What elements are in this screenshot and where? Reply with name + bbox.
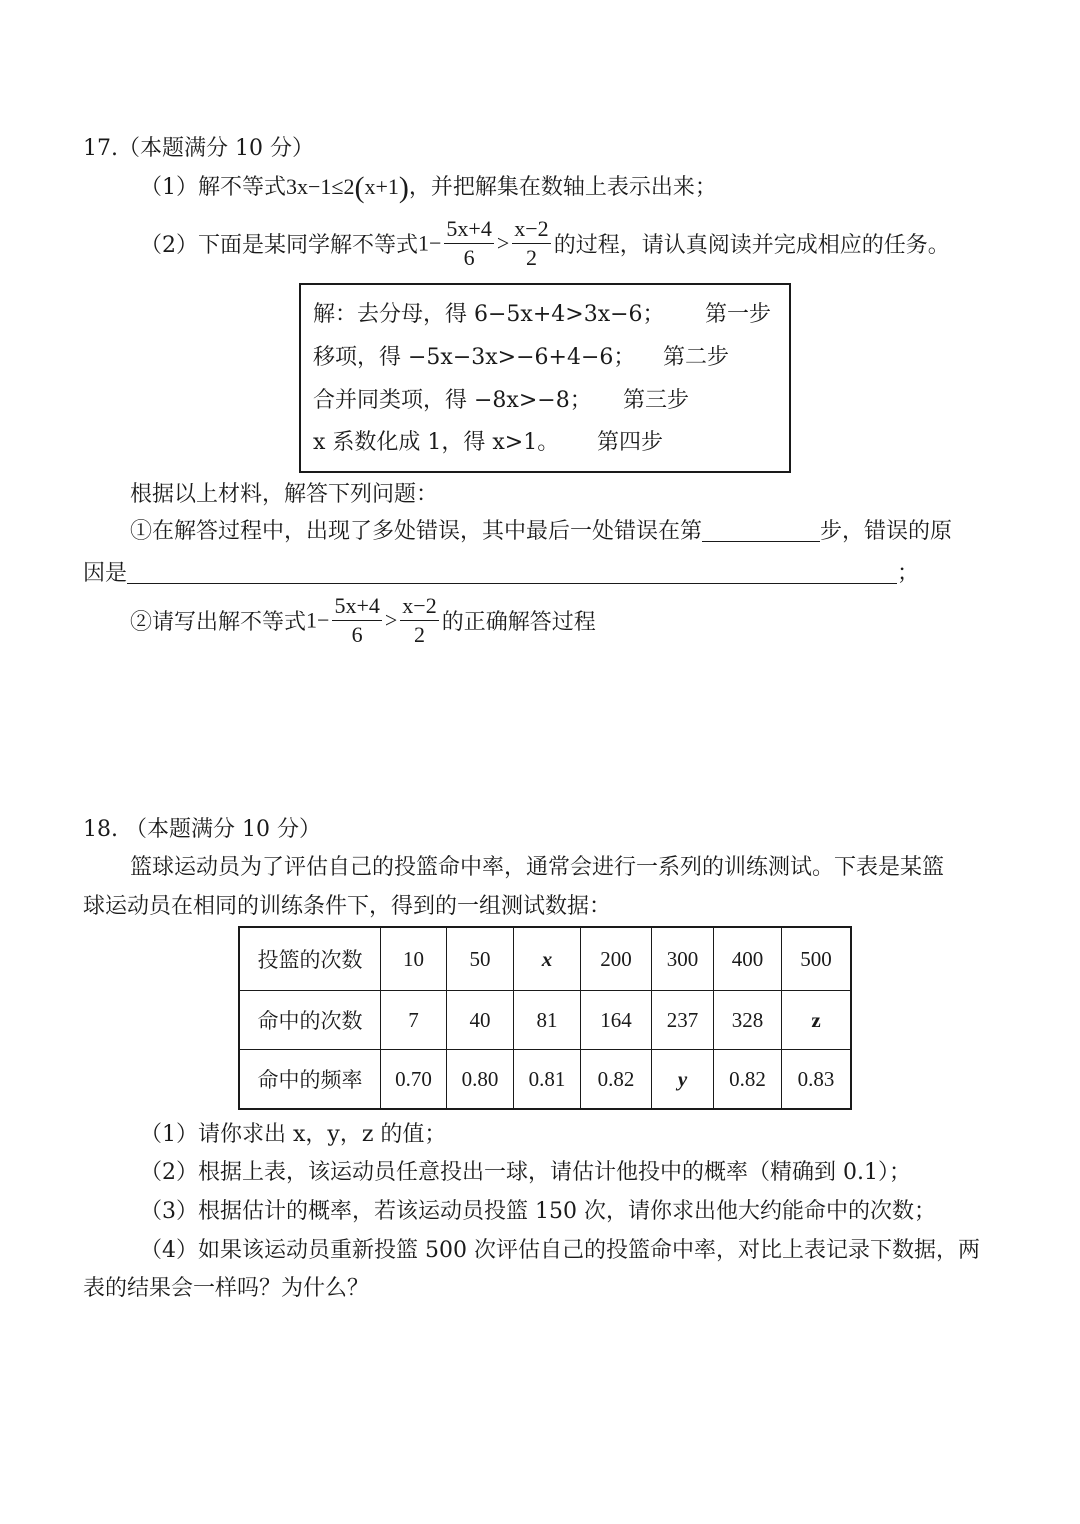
fraction-2-denominator: 2 — [512, 243, 550, 272]
q17-task2-prefix: ②请写出解不等式 — [130, 610, 307, 635]
q18-para-line1: 篮球运动员为了评估自己的投篮命中率，通常会进行一系列的训练测试。下表是某篮 — [130, 855, 945, 880]
answer-blank-step[interactable] — [702, 519, 820, 542]
table-cell: 0.82 — [581, 1050, 652, 1110]
table-cell: 328 — [714, 991, 782, 1050]
fraction-2 — [512, 215, 550, 272]
table-cell: 0.81 — [514, 1050, 581, 1110]
table-cell: 81 — [514, 991, 581, 1050]
table-cell: 164 — [581, 991, 652, 1050]
fraction-4 — [400, 592, 438, 649]
table-cell: 400 — [714, 927, 782, 991]
q17-part2-one: 1− — [418, 230, 442, 256]
row-label: 命中的次数 — [239, 991, 381, 1050]
fraction-2-numerator: x−2 — [514, 216, 549, 241]
table-cell: 300 — [652, 927, 714, 991]
q17-task1-text-c: 因是 — [83, 561, 128, 586]
q17-title: 17.（本题满分 10 分） — [83, 136, 314, 161]
fraction-4-denominator: 2 — [400, 620, 438, 649]
solution-step-2: 第二步 — [663, 345, 730, 370]
q17-part1-suffix: ，并把解集在数轴上表示出来； — [408, 175, 717, 200]
fraction-3 — [332, 592, 381, 649]
solution-line-2: 移项，得 −5x−3x>−6+4−6； — [313, 345, 636, 370]
table-cell: 200 — [581, 927, 652, 991]
solution-box — [299, 283, 791, 473]
q17-part2-prefix: （2）下面是某同学解不等式 — [140, 233, 418, 258]
solution-line-3: 合并同类项，得 −8x>−8； — [313, 388, 592, 413]
fraction-1 — [444, 215, 493, 272]
solution-line-4: x 系数化成 1，得 x>1。 — [313, 430, 560, 455]
table-cell: 0.82 — [714, 1050, 782, 1110]
q17-task2-suffix: 的正确解答过程 — [441, 610, 596, 635]
q17-task1-line2 — [83, 556, 919, 587]
q17-task1-text-b: 步，错误的原 — [820, 519, 953, 544]
q17-part2-suffix: 的过程，请认真阅读并完成相应的任务。 — [553, 233, 950, 258]
q17-task1-end: ； — [897, 561, 920, 586]
solution-line-1: 解：去分母，得 6−5x+4>3x−6； — [313, 302, 665, 327]
q17-part1-prefix: （1）解不等式 — [140, 175, 286, 200]
q18-question-3: （3）根据估计的概率，若该运动员投篮 150 次，请你求出他大约能命中的次数； — [140, 1199, 936, 1224]
fraction-4-numerator: x−2 — [402, 593, 437, 618]
table-cell: 500 — [782, 927, 852, 991]
table-cell: 237 — [652, 991, 714, 1050]
table-row — [239, 927, 851, 991]
q17-task2-one: 1− — [306, 607, 330, 633]
table-cell: 0.83 — [782, 1050, 852, 1110]
fraction-1-numerator: 5x+4 — [446, 216, 492, 241]
table-cell: 0.70 — [381, 1050, 447, 1110]
table-cell: 50 — [447, 927, 514, 991]
table-row — [239, 1050, 851, 1110]
greater-than: > — [384, 607, 398, 633]
data-table — [238, 926, 852, 1110]
row-label: 命中的频率 — [239, 1050, 381, 1110]
q17-part1-lhs: 3x−1≤2 — [286, 174, 355, 199]
answer-blank-reason[interactable] — [127, 561, 897, 584]
table-cell: 0.80 — [447, 1050, 514, 1110]
solution-step-4: 第四步 — [597, 430, 664, 455]
q18-para-line2: 球运动员在相同的训练条件下，得到的一组测试数据： — [83, 894, 612, 919]
table-cell: 10 — [381, 927, 447, 991]
table-cell: 40 — [447, 991, 514, 1050]
q17-part2 — [140, 215, 950, 272]
table-row — [239, 991, 851, 1050]
q18-question-4-line1: （4）如果该运动员重新投篮 500 次评估自己的投篮命中率，对比上表记录下数据，两 — [140, 1238, 980, 1263]
table-cell-unknown: x — [514, 927, 581, 991]
q18-question-1: （1）请你求出 x，y，z 的值； — [140, 1122, 447, 1147]
paren-close: ) — [398, 171, 409, 204]
q17-task2 — [130, 592, 596, 649]
greater-than: > — [496, 230, 510, 256]
q18-title: 18. （本题满分 10 分） — [83, 817, 321, 842]
q17-part1-inner: x+1 — [364, 174, 399, 199]
q17-task1-text-a: ①在解答过程中，出现了多处错误，其中最后一处错误在第 — [130, 519, 703, 544]
solution-step-3: 第三步 — [623, 388, 690, 413]
paren-open: ( — [354, 171, 365, 204]
q18-question-4-line2: 表的结果会一样吗？为什么？ — [83, 1276, 370, 1301]
fraction-3-denominator: 6 — [332, 620, 381, 649]
table-cell-unknown: y — [652, 1050, 714, 1110]
row-label: 投篮的次数 — [239, 927, 381, 991]
q17-intro: 根据以上材料，解答下列问题： — [130, 482, 439, 507]
q17-task1-line1 — [130, 514, 952, 545]
q18-question-2: （2）根据上表，该运动员任意投出一球，请估计他投中的概率（精确到 0.1）； — [140, 1160, 911, 1185]
fraction-3-numerator: 5x+4 — [334, 593, 380, 618]
table-cell-unknown: z — [782, 991, 852, 1050]
solution-step-1: 第一步 — [705, 302, 772, 327]
q17-part1 — [140, 170, 717, 205]
fraction-1-denominator: 6 — [444, 243, 493, 272]
table-cell: 7 — [381, 991, 447, 1050]
